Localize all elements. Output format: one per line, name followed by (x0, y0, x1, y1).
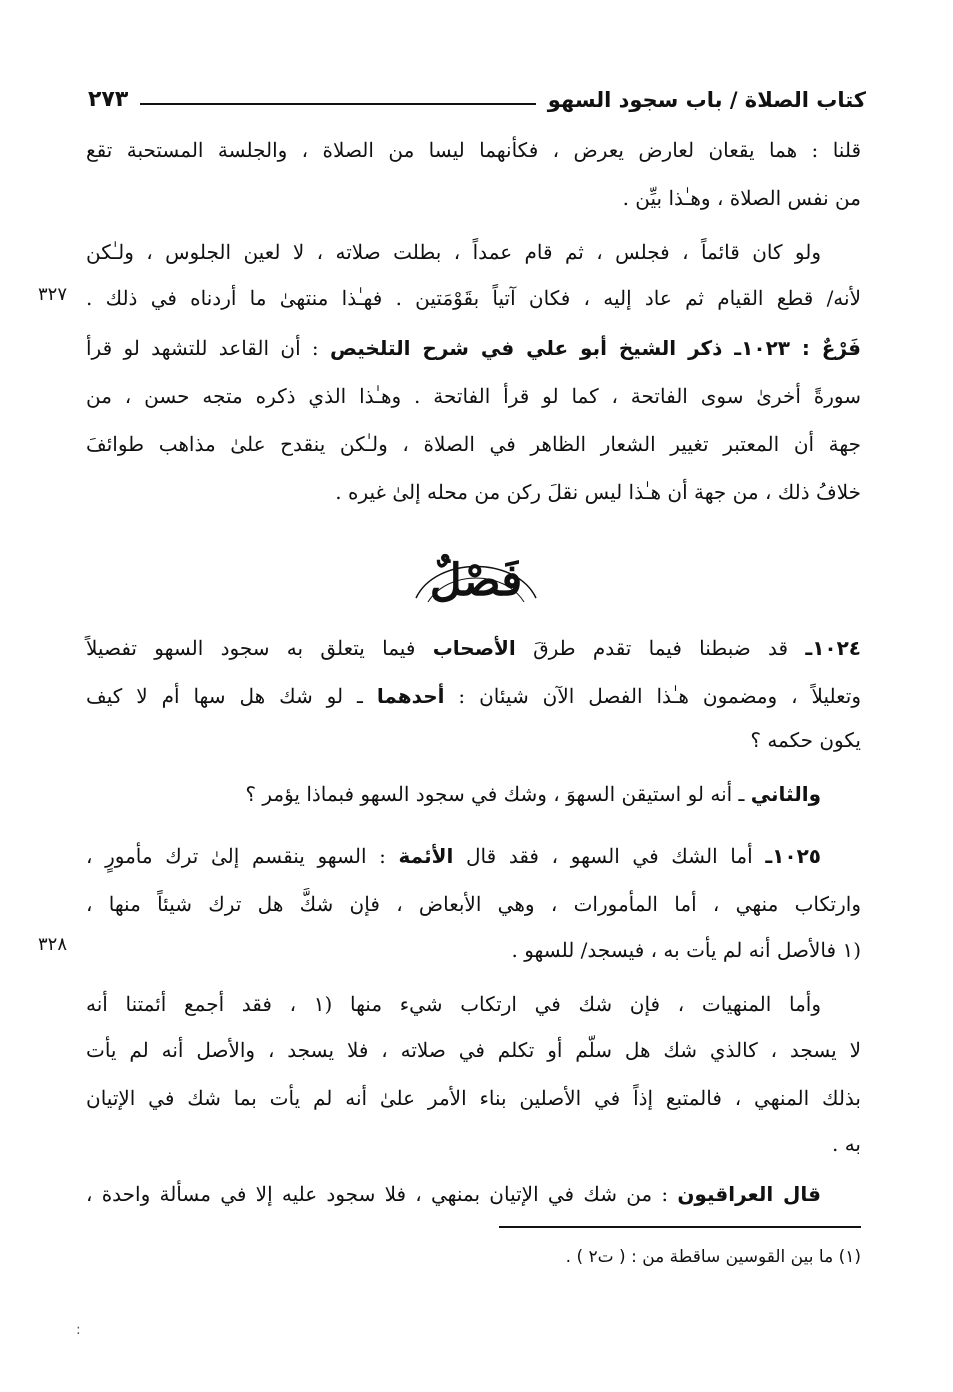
far-label: فَرْعٌ (821, 336, 861, 360)
section-heading (376, 548, 576, 612)
paragraph-line: سورةً أخرىٰ سوى الفاتحة ، كما لو قرأ الفاتحة . وهـٰذا الذي ذكره متجه حسن ، من (86, 384, 861, 408)
margin-page-ref: ٣٢٨ (38, 934, 68, 955)
paragraph-line (86, 840, 821, 872)
line-text: : من شك في الإتيان بمنهي ، فلا سجود عليه إلا في مسألة واحدة ، (86, 1182, 678, 1206)
paragraph-line (86, 680, 861, 712)
issue-number-heading: : ١٠٢٣ـ ذكر الشيخ أبو علي في شرح التلخيص (329, 336, 822, 360)
margin-page-ref: ٣٢٧ (38, 284, 68, 305)
bold-term: الأئمة (398, 844, 454, 868)
line-text: وتعليلاً ، ومضمون هـٰذا الفصل الآن شيئان : (444, 684, 861, 708)
paragraph-line: يكون حكمه ؟ (750, 728, 861, 752)
footnote-rule (499, 1226, 861, 1228)
line-text: أما الشك في السهو ، فقد قال (453, 844, 766, 868)
issue-number: ١٠٢٤ـ (805, 636, 862, 660)
bold-term: أحدهما (376, 684, 445, 708)
line-text: ـ لو شك هل سها أم لا كيف (86, 684, 377, 708)
line-text: فيما يتعلق به سجود السهو تفصيلاً (86, 636, 433, 660)
paragraph-line: ولو كان قائماً ، فجلس ، ثم قام عمداً ، بطلت صلاته ، لا لعين الجلوس ، ولـٰكن (86, 240, 821, 264)
issue-number: ١٠٢٥ـ (765, 844, 821, 868)
bold-term: قال العراقيون (677, 1182, 821, 1206)
section-heading-text: فَصْلٌ (429, 554, 523, 606)
paragraph-line (86, 332, 861, 364)
paragraph-line: قلنا : هما يقعان لعارض يعرض ، فكأنهما ليسا من الصلاة ، والجلسة المستحبة تقع (86, 138, 861, 162)
bold-term: الأصحاب (432, 636, 516, 660)
paragraph-line (86, 778, 821, 810)
paragraph-line: لأنه/ قطع القيام ثم عاد إليه ، فكان آتياً بقَوْمَتين . فهـٰذا منتهىٰ ما أردناه في ذلك . (86, 286, 861, 310)
page-speck: : (76, 1322, 81, 1338)
paragraph-line (86, 632, 861, 664)
paragraph-line: به . (831, 1132, 861, 1156)
line-text: ـ أنه لو استيقن السهوَ ، وشك في سجود السهو فبماذا يؤمر ؟ (245, 782, 751, 806)
paragraph-line: وأما المنهيات ، فإن شك في ارتكاب شيء منها (١ ، فقد أجمع أئمتنا أنه (86, 992, 821, 1016)
paragraph-line: جهة أن المعتبر تغيير الشعار الظاهر في الصلاة ، ولـٰكن ينقدح علىٰ مذاهب طوائفَ (86, 432, 861, 456)
header-rule (140, 103, 536, 105)
running-header (88, 76, 866, 114)
paragraph-line: بذلك المنهي ، فالمتبع إذاً في الأصلين بناء الأمر علىٰ أنه لم يأت بما شك في الإتيان (86, 1086, 861, 1110)
heading-ornament-icon (376, 548, 576, 612)
line-text: : أن القاعد للتشهد لو قرأ (86, 336, 330, 360)
paragraph-line (86, 1178, 821, 1210)
header-title: كتاب الصلاة / باب سجود السهو (547, 88, 866, 112)
line-text: : السهو ينقسم إلىٰ ترك مأمورٍ ، (86, 844, 399, 868)
paragraph-line: خلافُ ذلك ، من جهة أن هـٰذا ليس نقلَ ركن من محله إلىٰ غيره . (335, 480, 861, 504)
paragraph-line: لا يسجد ، كالذي شك هل سلّم أو تكلم في صلاته ، فلا يسجد ، والأصل أنه لم يأت (86, 1038, 861, 1062)
paragraph-line: وارتكاب منهي ، أما المأمورات ، وهي الأبعاض ، فإن شكَّ هل ترك شيئاً منها ، (86, 892, 861, 916)
page-number: ٢٧٣ (88, 87, 129, 112)
line-text: قد ضبطنا فيما تقدم طرقَ (515, 636, 806, 660)
paragraph-line: (١ فالأصل أنه لم يأت به ، فيسجد/ للسهو . (511, 938, 861, 962)
paragraph-line: من نفس الصلاة ، وهـٰذا بيِّن . (622, 186, 861, 210)
footnote: (١) ما بين القوسين ساقطة من : ( ت٢ ) . (565, 1247, 861, 1267)
bold-term: والثاني (750, 782, 821, 806)
